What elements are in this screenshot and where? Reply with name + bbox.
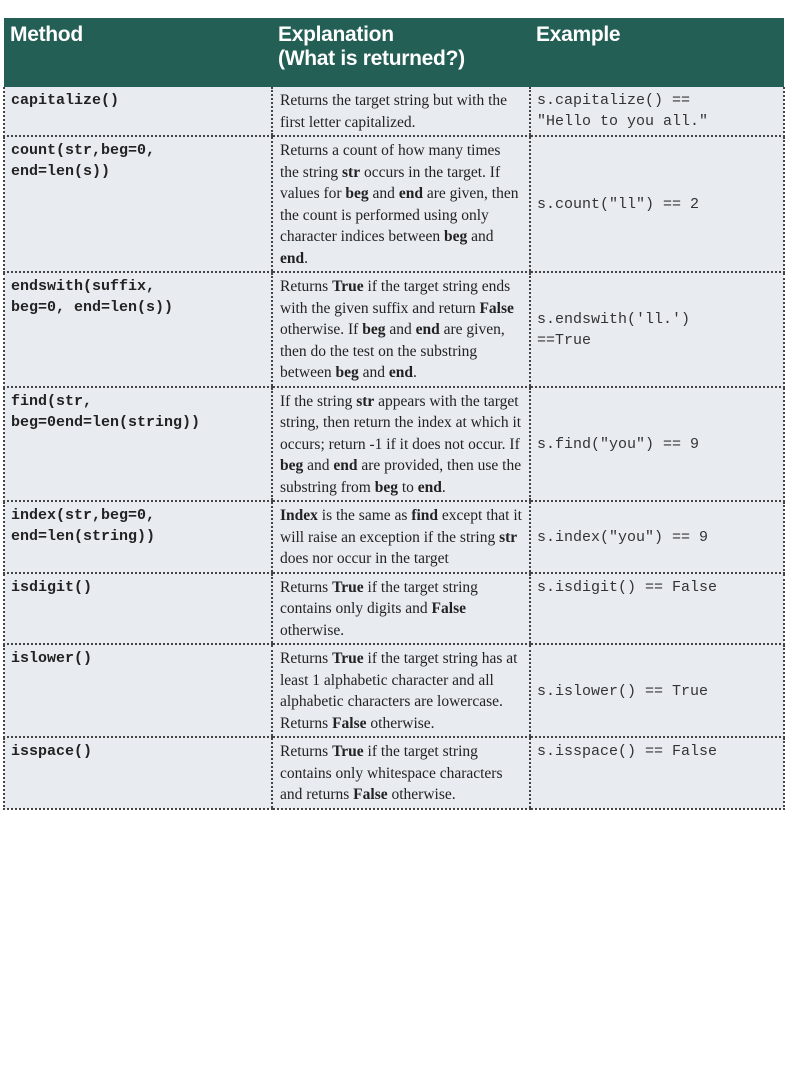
example-cell [530, 87, 784, 136]
keyword-text: False [479, 299, 514, 317]
keyword-text: end [333, 457, 358, 474]
example-text: s.isdigit() == False [537, 578, 718, 596]
method-cell [4, 737, 272, 809]
explanation-cell [272, 272, 530, 387]
keyword-text: False [353, 786, 388, 803]
explanation-text: Returns True if the target string ends with the given suffix and return False otherwise. If beg and end are given, then do the test on the substring between beg and end. [280, 278, 514, 381]
header-method-label: Method [10, 23, 83, 46]
method-text: find(str, [11, 392, 93, 410]
example-text: s.index("you") == 9 [537, 528, 709, 546]
example-text: s.find("you") == 9 [537, 435, 700, 453]
method-cell [4, 272, 272, 387]
example-cell [530, 272, 784, 387]
explanation-cell [272, 387, 530, 502]
method-text: beg=0, end=len(s)) [11, 299, 174, 316]
header-method [4, 18, 272, 87]
explanation-text: Returns True if the target string has at least 1 alphabetic character and all alphabetic characters are lowercase. Returns False otherwise. [280, 650, 518, 732]
keyword-text: beg [362, 321, 386, 338]
explanation-cell [272, 644, 530, 737]
keyword-text: beg [345, 185, 369, 202]
method-text: beg=0end=len(string)) [11, 413, 201, 431]
method-text: index(str,beg=0, [11, 507, 156, 524]
table-row [4, 737, 784, 809]
keyword-text: str [356, 392, 375, 410]
keyword-text: end [417, 478, 442, 496]
keyword-text: False [431, 600, 466, 617]
keyword-text: end [415, 321, 440, 338]
keyword-text: beg [374, 478, 398, 496]
keyword-text: str [342, 163, 361, 181]
table-row [4, 573, 784, 645]
method-cell [4, 136, 272, 272]
table-row [4, 136, 784, 272]
keyword-text: beg [280, 457, 304, 474]
keyword-text: True [332, 743, 364, 760]
keyword-text: Index [280, 507, 318, 524]
method-text: isdigit() [11, 578, 93, 596]
example-cell [530, 136, 784, 272]
method-text: count(str,beg=0, [11, 142, 156, 159]
table-body [4, 87, 784, 809]
table-row [4, 501, 784, 573]
header-explanation-line2: (What is returned?) [278, 47, 465, 70]
keyword-text: beg [335, 364, 359, 381]
explanation-text: If the string str appears with the target string, then return the index at which it occurs; return -1 if it does not occur. If beg and end are provided, then use the substring from beg to end. [280, 392, 522, 496]
header-row [4, 18, 784, 87]
method-cell [4, 87, 272, 136]
table-row [4, 644, 784, 737]
keyword-text: True [332, 578, 364, 596]
example-cell [530, 573, 784, 645]
example-text: s.endswith('ll.') [537, 310, 691, 328]
method-cell [4, 387, 272, 502]
method-text: islower() [11, 650, 93, 667]
method-text: end=len(string)) [11, 528, 156, 545]
keyword-text: find [411, 507, 439, 524]
method-cell [4, 501, 272, 573]
keyword-text: end [398, 185, 423, 202]
example-text: ==True [537, 331, 592, 349]
string-methods-table-container [3, 18, 783, 810]
method-cell [4, 644, 272, 737]
keyword-text: end [388, 364, 414, 381]
example-cell [530, 737, 784, 809]
keyword-text: True [332, 278, 364, 295]
explanation-cell [272, 87, 530, 136]
example-text: s.isspace() == False [537, 743, 718, 760]
example-cell [530, 387, 784, 502]
explanation-text: Returns True if the target string contains only whitespace characters and returns False otherwise. [280, 743, 503, 803]
method-text: isspace() [11, 743, 93, 760]
explanation-text: Returns a count of how many times the string str occurs in the target. If values for beg and end are given, then the count is performed using only character indices between beg and end. [280, 142, 519, 267]
table-header [4, 18, 784, 87]
explanation-cell [272, 501, 530, 573]
table-row [4, 272, 784, 387]
example-text: "Hello to you all." [537, 113, 709, 130]
table-row [4, 87, 784, 136]
explanation-text: Index is the same as find except that it will raise an exception if the string str does nor occur in the target [280, 507, 522, 567]
header-example-label: Example [536, 23, 621, 46]
keyword-text: beg [443, 228, 468, 245]
keyword-text: False [332, 714, 367, 732]
explanation-text: Returns the target string but with the first letter capitalized. [280, 92, 508, 131]
table-row [4, 387, 784, 502]
method-text: endswith(suffix, [11, 278, 156, 295]
example-text: s.islower() == True [537, 682, 709, 700]
example-text: s.count("ll") == 2 [537, 196, 700, 213]
explanation-cell [272, 136, 530, 272]
example-cell [530, 644, 784, 737]
method-cell [4, 573, 272, 645]
header-explanation-line1: Explanation [278, 23, 394, 46]
keyword-text: True [332, 650, 364, 667]
example-cell [530, 501, 784, 573]
string-methods-table [3, 18, 785, 810]
header-example [530, 18, 784, 87]
method-text: capitalize() [11, 92, 120, 109]
method-text: end=len(s)) [11, 163, 111, 180]
header-explanation [272, 18, 530, 87]
keyword-text: end [280, 249, 305, 267]
example-text: s.capitalize() == [537, 92, 691, 109]
keyword-text: str [499, 528, 518, 546]
explanation-text: Returns True if the target string contains only digits and False otherwise. [280, 578, 478, 639]
explanation-cell [272, 737, 530, 809]
explanation-cell [272, 573, 530, 645]
